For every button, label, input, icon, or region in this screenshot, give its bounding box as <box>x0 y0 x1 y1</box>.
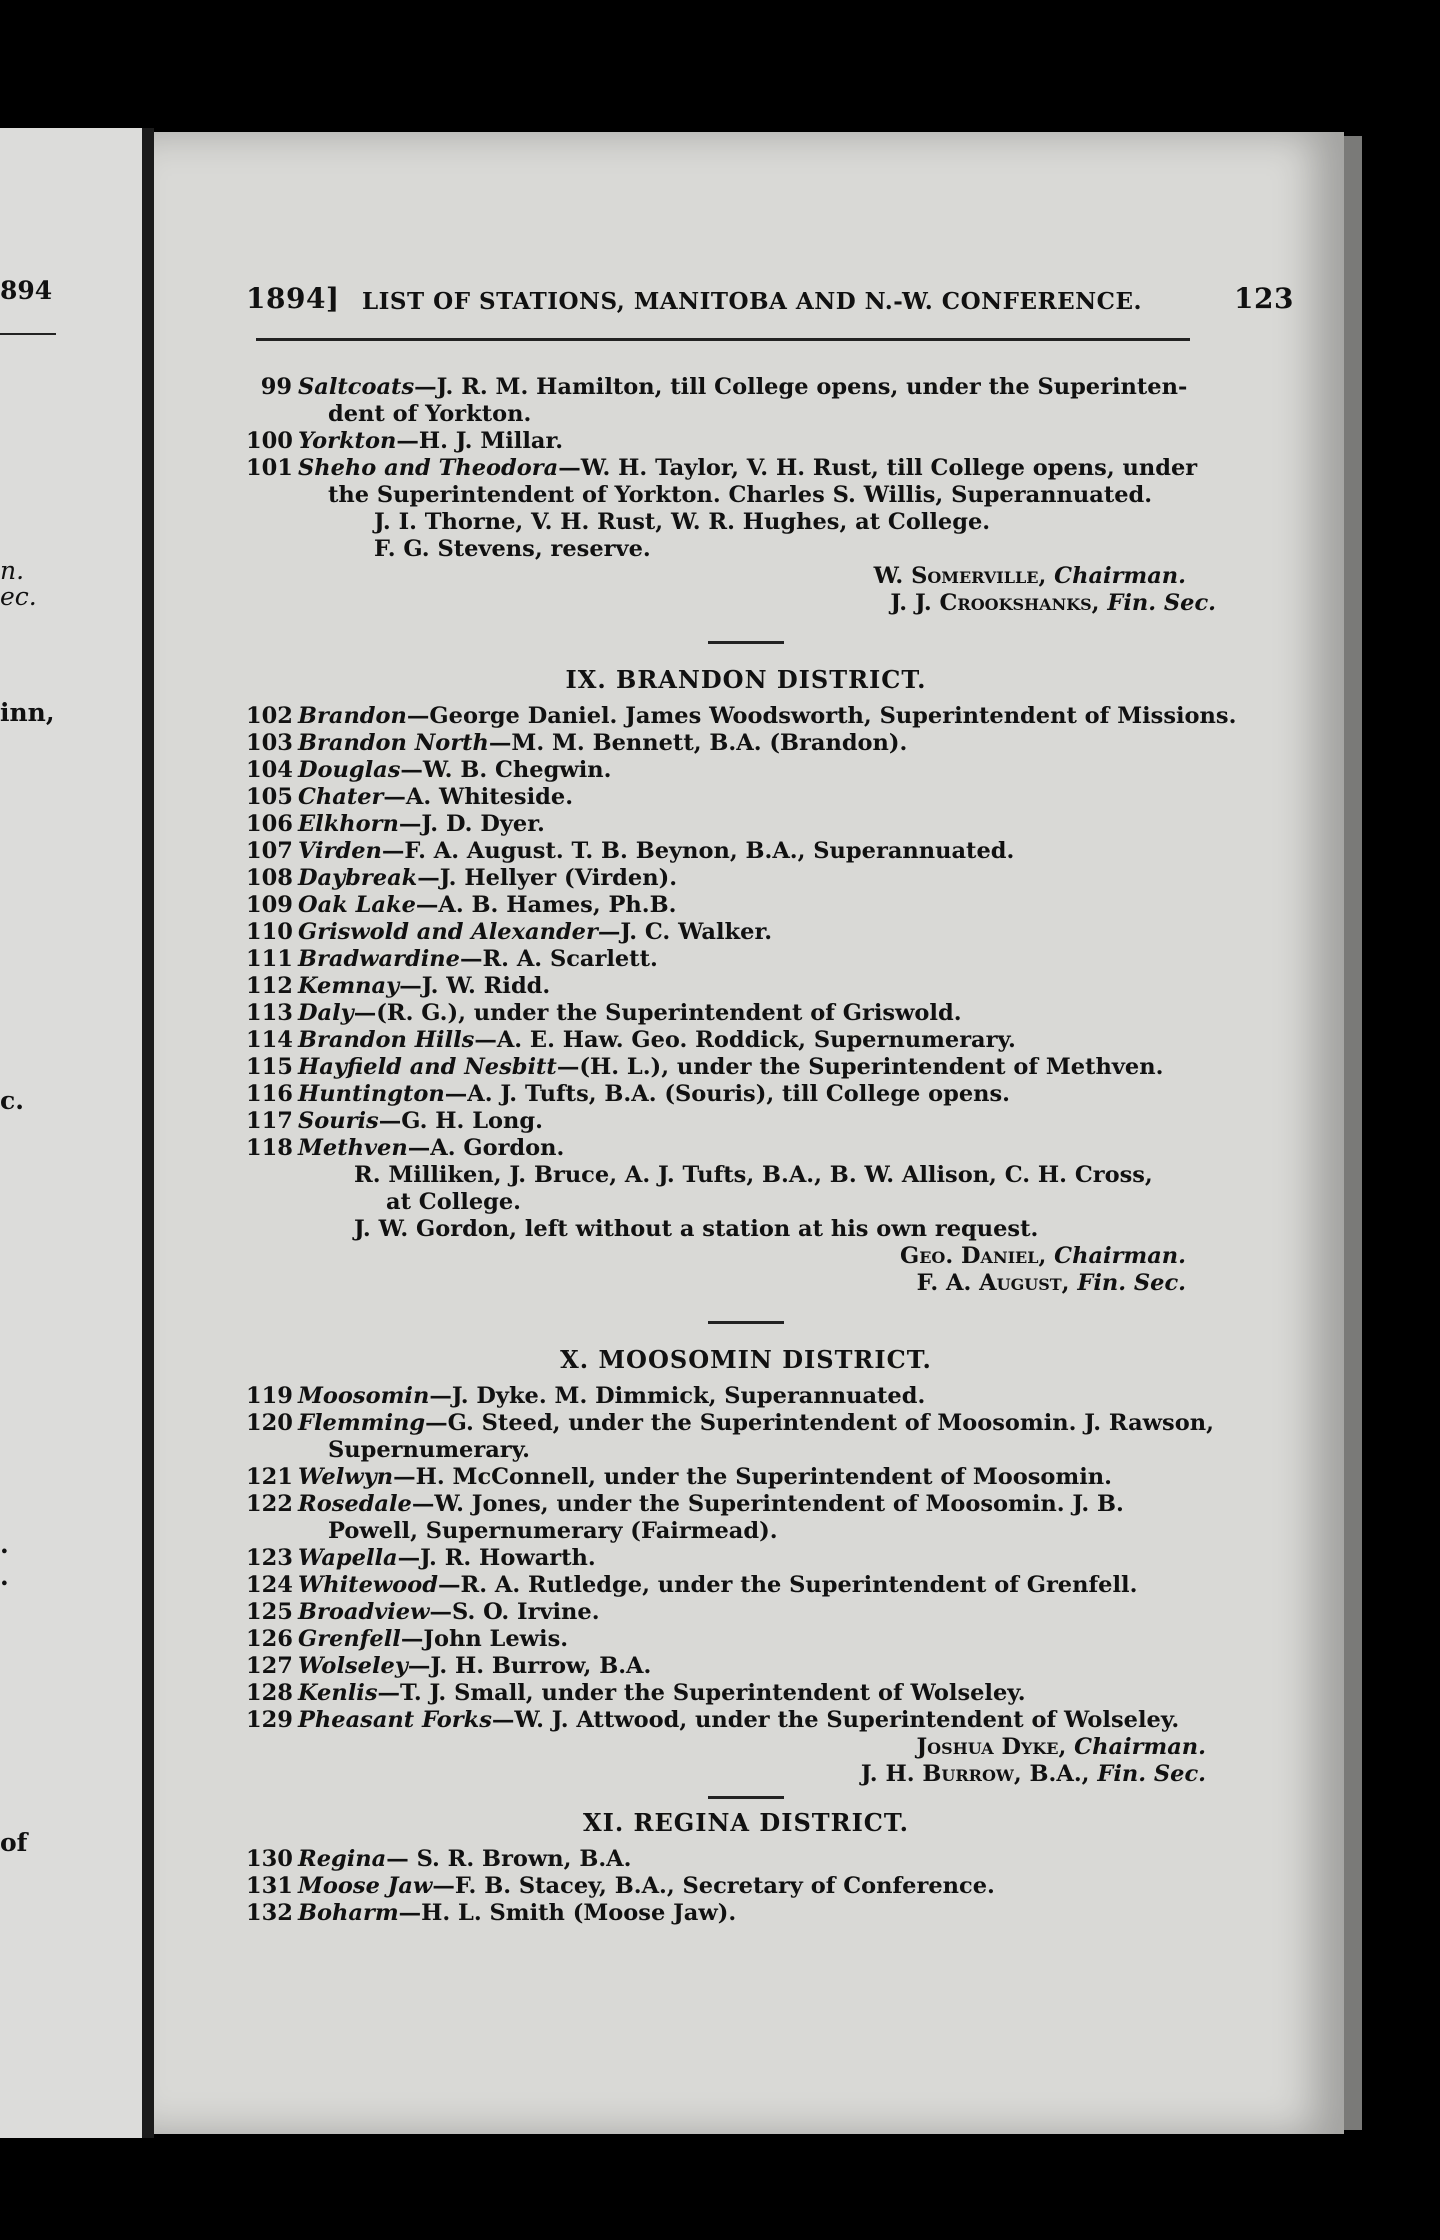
station-text: —W. J. Attwood, under the Superintendent of Wolseley. <box>491 1707 1180 1733</box>
station-place: Bradwardine <box>298 946 460 972</box>
station-list <box>246 1383 1246 1734</box>
station-number: 130 <box>246 1846 293 1872</box>
station-text: —T. J. Small, under the Superintendent of Wolseley. <box>377 1680 1026 1706</box>
station-entry <box>246 1464 1246 1491</box>
station-place: Wolseley <box>298 1653 408 1679</box>
header-title: LIST OF STATIONS, MANITOBA AND N.-W. CONFERENCE. <box>362 288 1143 315</box>
station-number: 127 <box>246 1653 293 1679</box>
station-number: 100 <box>246 428 293 454</box>
header-rule <box>256 338 1190 341</box>
station-number: 125 <box>246 1599 293 1625</box>
section-divider <box>708 1321 784 1324</box>
station-number: 131 <box>246 1873 293 1899</box>
station-text: —J. Dyke. M. Dimmick, Superannuated. <box>429 1383 926 1409</box>
book-page <box>154 132 1344 2134</box>
station-number: 112 <box>246 973 293 999</box>
station-place: Oak Lake <box>298 892 416 918</box>
station-place: Daly <box>298 1000 354 1026</box>
station-text: —R. A. Scarlett. <box>459 946 658 972</box>
page-content <box>246 374 1246 1927</box>
station-place: Flemming <box>298 1410 426 1436</box>
station-text: —John Lewis. <box>400 1626 569 1652</box>
station-entry <box>246 757 1246 784</box>
station-text: —A. Whiteside. <box>383 784 574 810</box>
station-text: —(R. G.), under the Superintendent of Griswold. <box>353 1000 962 1026</box>
station-place: Brandon Hills <box>298 1027 475 1053</box>
station-entry <box>246 838 1246 865</box>
station-place: Regina <box>298 1846 387 1872</box>
prev-fragment: . <box>0 1530 9 1559</box>
station-number: 109 <box>246 892 293 918</box>
station-number: 110 <box>246 919 293 945</box>
station-entry <box>246 428 1246 455</box>
station-place: Rosedale <box>298 1491 412 1517</box>
station-number: 115 <box>246 1054 293 1080</box>
station-number: 111 <box>246 946 293 972</box>
station-place: Hayfield and Nesbitt <box>298 1054 557 1080</box>
station-text: —H. L. Smith (Moose Jaw). <box>398 1900 737 1926</box>
station-number: 104 <box>246 757 293 783</box>
station-entry <box>246 1653 1246 1680</box>
college-note: R. Milliken, J. Bruce, A. J. Tufts, B.A., B. W. Allison, C. H. Cross, <box>354 1162 1153 1188</box>
station-number: 128 <box>246 1680 293 1706</box>
station-place: Yorkton <box>298 428 397 454</box>
page-edge <box>1344 136 1362 2130</box>
prev-fragment: inn, <box>0 698 55 727</box>
station-text: —J. C. Walker. <box>597 919 773 945</box>
station-place: Kemnay <box>298 973 400 999</box>
station-place: Boharm <box>298 1900 399 1926</box>
station-continuation: dent of Yorkton. <box>328 401 532 427</box>
station-place: Whitewood <box>298 1572 438 1598</box>
yorkton-continuation <box>246 374 1246 617</box>
station-place: Grenfell <box>298 1626 401 1652</box>
station-entry <box>246 1410 1246 1464</box>
station-place: Chater <box>298 784 384 810</box>
chairman-signature: Geo. Daniel, Chairman. <box>900 1243 1186 1269</box>
section-divider <box>708 1796 784 1799</box>
station-number: 118 <box>246 1135 293 1161</box>
secretary-signature: J. J. Crookshanks, Fin. Sec. <box>890 590 1216 616</box>
chairman-signature: Joshua Dyke, Chairman. <box>916 1734 1206 1760</box>
station-number: 129 <box>246 1707 293 1733</box>
station-place: Souris <box>298 1108 379 1134</box>
station-text: —J. H. Burrow, B.A. <box>407 1653 652 1679</box>
station-text: —G. H. Long. <box>378 1108 543 1134</box>
station-entry <box>246 1108 1246 1135</box>
station-entry <box>246 374 1246 428</box>
station-number: 123 <box>246 1545 293 1571</box>
station-number: 113 <box>246 1000 293 1026</box>
station-place: Sheho and Theodora <box>298 455 559 481</box>
station-text: —J. W. Ridd. <box>399 973 551 999</box>
station-place: Broadview <box>298 1599 430 1625</box>
station-place: Wapella <box>298 1545 398 1571</box>
station-text: —H. J. Millar. <box>396 428 564 454</box>
station-text: —A. Gordon. <box>407 1135 565 1161</box>
prev-fragment: n. <box>0 556 25 585</box>
station-number: 108 <box>246 865 293 891</box>
station-entry <box>246 784 1246 811</box>
prev-fragment: c. <box>0 1086 24 1115</box>
section-divider <box>708 641 784 644</box>
station-place: Welwyn <box>298 1464 394 1490</box>
station-text: — S. R. Brown, B.A. <box>386 1846 632 1872</box>
station-text: —F. B. Stacey, B.A., Secretary of Conference. <box>432 1873 995 1899</box>
station-continuation: Powell, Supernumerary (Fairmead). <box>328 1518 778 1544</box>
station-place: Huntington <box>298 1081 445 1107</box>
station-text: —J. R. M. Hamilton, till College opens, under the Superinten- <box>414 374 1188 400</box>
station-entry <box>246 1135 1246 1162</box>
station-entry <box>246 1873 1246 1900</box>
page-number: 123 <box>1234 282 1294 315</box>
station-number: 132 <box>246 1900 293 1926</box>
station-entry <box>246 1383 1246 1410</box>
station-number: 114 <box>246 1027 293 1053</box>
book-gutter <box>142 128 154 2138</box>
station-number: 103 <box>246 730 293 756</box>
station-text: —R. A. Rutledge, under the Superintendent of Grenfell. <box>438 1572 1138 1598</box>
regina-district <box>246 1809 1246 1927</box>
station-text: —W. Jones, under the Superintendent of Moosomin. J. B. <box>411 1491 1124 1517</box>
station-place: Douglas <box>298 757 401 783</box>
station-number: 126 <box>246 1626 293 1652</box>
station-text: —J. R. Howarth. <box>397 1545 596 1571</box>
station-number: 120 <box>246 1410 293 1436</box>
station-entry <box>246 811 1246 838</box>
station-text: —A. B. Hames, Ph.B. <box>415 892 677 918</box>
brandon-district <box>246 666 1246 1297</box>
station-entry <box>246 1572 1246 1599</box>
station-text: —A. J. Tufts, B.A. (Souris), till College opens. <box>444 1081 1011 1107</box>
station-place: Elkhorn <box>298 811 399 837</box>
station-entry <box>246 1599 1246 1626</box>
station-number: 99 <box>260 374 292 400</box>
station-place: Daybreak <box>298 865 418 891</box>
station-text: —George Daniel. James Woodsworth, Superintendent of Missions. <box>406 703 1237 729</box>
station-entry <box>246 703 1246 730</box>
station-entry <box>246 1900 1246 1927</box>
prev-fragment: . <box>0 1562 9 1591</box>
moosomin-district <box>246 1346 1246 1788</box>
station-entry <box>246 1545 1246 1572</box>
station-number: 117 <box>246 1108 293 1134</box>
station-number: 119 <box>246 1383 293 1409</box>
station-place: Griswold and Alexander <box>298 919 598 945</box>
station-entry <box>246 1081 1246 1108</box>
request-note: J. W. Gordon, left without a station at his own request. <box>354 1216 1039 1242</box>
station-entry <box>246 973 1246 1000</box>
station-text: —M. M. Bennett, B.A. (Brandon). <box>488 730 908 756</box>
reserve-note: F. G. Stevens, reserve. <box>374 536 651 562</box>
station-number: 124 <box>246 1572 293 1598</box>
station-entry <box>246 1626 1246 1653</box>
previous-page-edge <box>0 128 142 2138</box>
station-place: Pheasant Forks <box>298 1707 492 1733</box>
station-text: —J. D. Dyer. <box>398 811 545 837</box>
station-list <box>246 703 1246 1162</box>
district-heading: X. MOOSOMIN DISTRICT. <box>560 1345 932 1374</box>
station-text: —F. A. August. T. B. Beynon, B.A., Superannuated. <box>381 838 1015 864</box>
station-entry <box>246 1054 1246 1081</box>
prev-fragment: of <box>0 1828 28 1857</box>
station-number: 121 <box>246 1464 293 1490</box>
station-entry <box>246 919 1246 946</box>
station-number: 106 <box>246 811 293 837</box>
district-heading: XI. REGINA DISTRICT. <box>582 1808 910 1837</box>
prev-header-rule <box>0 333 56 335</box>
station-entry <box>246 892 1246 919</box>
station-number: 116 <box>246 1081 293 1107</box>
station-number: 105 <box>246 784 293 810</box>
station-place: Methven <box>298 1135 408 1161</box>
running-header <box>246 282 1346 322</box>
station-number: 101 <box>246 455 293 481</box>
station-entry <box>246 865 1246 892</box>
station-text: —S. O. Irvine. <box>429 1599 600 1625</box>
station-place: Moosomin <box>298 1383 430 1409</box>
station-number: 102 <box>246 703 293 729</box>
station-entry <box>246 1707 1246 1734</box>
district-heading: IX. BRANDON DISTRICT. <box>565 665 927 694</box>
station-text: —W. H. Taylor, V. H. Rust, till College opens, under <box>558 455 1198 481</box>
prev-header-fragment: 894 <box>0 276 53 305</box>
secretary-signature: F. A. August, Fin. Sec. <box>916 1270 1186 1296</box>
station-number: 122 <box>246 1491 293 1517</box>
station-text: —G. Steed, under the Superintendent of Moosomin. J. Rawson, <box>425 1410 1214 1436</box>
college-note-continuation: at College. <box>386 1189 522 1215</box>
station-entry <box>246 1846 1246 1873</box>
station-entry <box>246 1000 1246 1027</box>
station-list <box>246 1846 1246 1927</box>
station-entry <box>246 455 1246 509</box>
station-text: —(H. L.), under the Superintendent of Methven. <box>556 1054 1164 1080</box>
station-entry <box>246 946 1246 973</box>
station-text: —H. McConnell, under the Superintendent of Moosomin. <box>393 1464 1112 1490</box>
station-entry <box>246 1491 1246 1545</box>
station-place: Moose Jaw <box>298 1873 433 1899</box>
station-number: 107 <box>246 838 293 864</box>
station-text: —A. E. Haw. Geo. Roddick, Supernumerary. <box>474 1027 1016 1053</box>
station-text: —W. B. Chegwin. <box>400 757 612 783</box>
station-continuation: the Superintendent of Yorkton. Charles S. Willis, Superannuated. <box>328 482 1153 508</box>
header-year: 1894] <box>246 282 340 315</box>
station-entry <box>246 1680 1246 1707</box>
prev-fragment: ec. <box>0 582 37 611</box>
station-place: Virden <box>298 838 382 864</box>
chairman-signature: W. Somerville, Chairman. <box>873 563 1186 589</box>
station-text: —J. Hellyer (Virden). <box>417 865 678 891</box>
station-entry <box>246 730 1246 757</box>
station-place: Saltcoats <box>298 374 415 400</box>
station-continuation: Supernumerary. <box>328 1437 530 1463</box>
secretary-signature: J. H. Burrow, B.A., Fin. Sec. <box>860 1761 1206 1787</box>
station-place: Brandon <box>298 703 407 729</box>
station-place: Brandon North <box>298 730 489 756</box>
station-entry <box>246 1027 1246 1054</box>
station-place: Kenlis <box>298 1680 378 1706</box>
college-note: J. I. Thorne, V. H. Rust, W. R. Hughes, at College. <box>374 509 991 535</box>
